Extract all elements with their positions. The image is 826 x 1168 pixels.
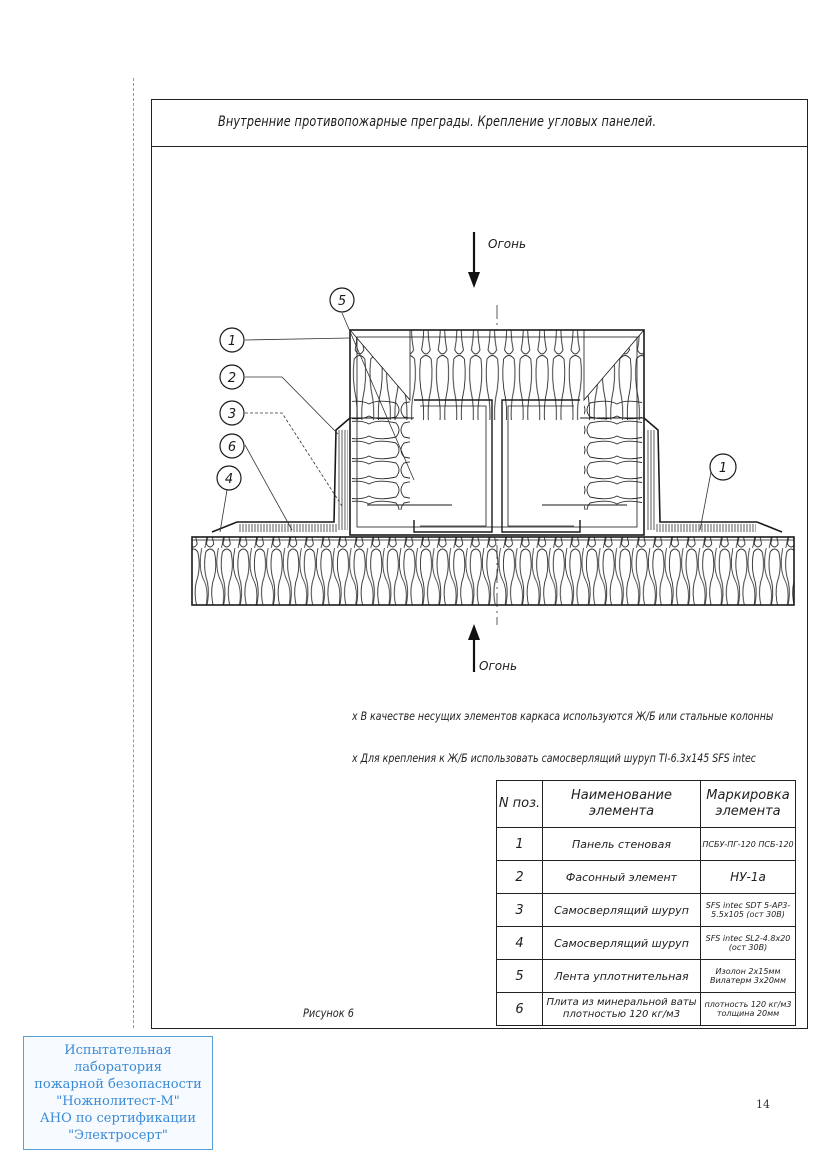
figure-label: Рисунок 6	[303, 1006, 355, 1020]
row-mark: НУ-1а	[701, 861, 796, 894]
row-num: 3	[497, 894, 543, 927]
header-num: N поз.	[497, 781, 543, 828]
row-num: 5	[497, 960, 543, 993]
row-mark: SFS intec SDT 5-AP3-5.5x105 (ост 30В)	[701, 894, 796, 927]
row-name: Фасонный элемент	[543, 861, 701, 894]
header-name: Наименование элемента	[543, 781, 701, 828]
page-number: 14	[756, 1098, 770, 1111]
svg-text:1: 1	[718, 461, 728, 476]
row-mark: Изолон 2x15мм Вилатерм 3x20мм	[701, 960, 796, 993]
note-1: x В качестве несущих элементов каркаса используются Ж/Б или стальные колонны	[352, 709, 774, 723]
drawing-frame	[151, 99, 808, 1029]
row-num: 1	[497, 828, 543, 861]
row-name: Плита из минеральной ваты плотностью 120 кг/м3	[543, 993, 701, 1026]
row-num: 6	[497, 993, 543, 1026]
stamp-line: АНО по сертификации	[39, 1111, 197, 1126]
svg-text:2: 2	[227, 371, 237, 386]
drawing-title: Внутренние противопожарные преграды. Крепление угловых панелей.	[218, 114, 657, 130]
table-row	[497, 960, 796, 993]
callout-4	[217, 466, 241, 490]
row-mark: плотность 120 кг/м3 толщина 20мм	[701, 993, 796, 1026]
svg-text:4: 4	[224, 472, 234, 487]
row-name: Самосверлящий шуруп	[543, 894, 701, 927]
callout-6	[220, 434, 244, 458]
callout-1-right	[710, 454, 736, 480]
stamp-line: Испытательная	[64, 1043, 172, 1058]
table-row	[497, 894, 796, 927]
row-name: Самосверлящий шуруп	[543, 927, 701, 960]
callout-3	[220, 401, 244, 425]
table-row	[497, 828, 796, 861]
table-row	[497, 861, 796, 894]
row-mark: ПСБУ-ПГ-120 ПСБ-120	[701, 828, 796, 861]
note-2: x Для крепления к Ж/Б использовать самосверлящий шуруп TI-6.3x145 SFS intec	[352, 751, 756, 765]
wall-panel-base	[192, 537, 794, 605]
table-header-row	[497, 781, 796, 828]
fire-label-bottom: Огонь	[479, 659, 518, 673]
callout-1	[220, 328, 244, 352]
stamp-line: лаборатория	[74, 1060, 162, 1075]
corner-panel-box	[350, 330, 644, 535]
row-name: Панель стеновая	[543, 828, 701, 861]
fire-label-top: Огонь	[488, 237, 527, 251]
row-num: 2	[497, 861, 543, 894]
callout-2	[220, 365, 244, 389]
stamp-line: "Ножнолитест-М"	[56, 1094, 180, 1109]
fire-arrow-top	[468, 232, 480, 288]
svg-text:3: 3	[227, 407, 237, 422]
header-mark: Маркировка элемента	[701, 781, 796, 828]
stamp-line: пожарной безопасности	[34, 1077, 202, 1092]
callout-5	[330, 288, 354, 312]
row-name: Лента уплотнительная	[543, 960, 701, 993]
svg-text:1: 1	[227, 334, 237, 349]
lab-stamp	[23, 1036, 213, 1150]
stamp-line: "Электросерт"	[68, 1128, 168, 1143]
svg-text:6: 6	[227, 440, 237, 455]
scan-margin-line	[133, 78, 135, 1028]
row-num: 4	[497, 927, 543, 960]
specification-table	[496, 780, 796, 1026]
table-row	[497, 993, 796, 1026]
svg-text:5: 5	[337, 294, 347, 309]
row-mark: SFS intec SL2-4.8x20 (ост 30В)	[701, 927, 796, 960]
table-row	[497, 927, 796, 960]
